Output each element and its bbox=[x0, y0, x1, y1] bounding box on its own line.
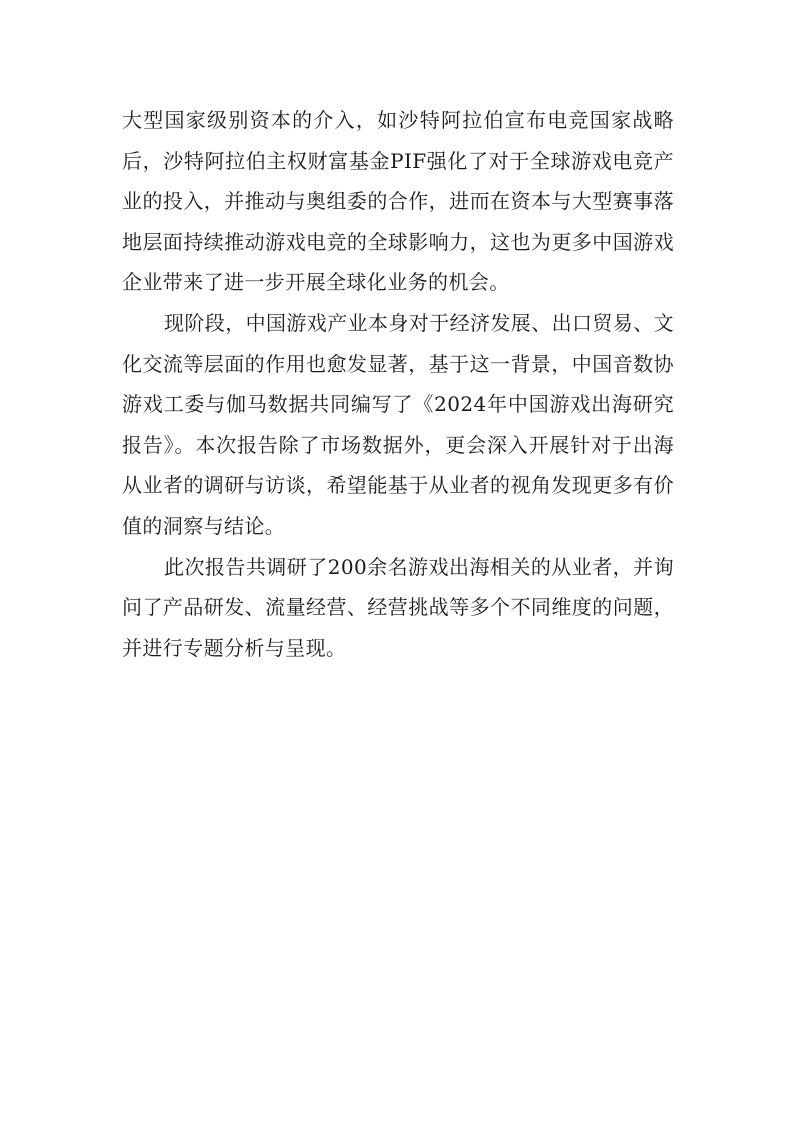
body-text bbox=[122, 100, 674, 668]
paragraph-2: 现阶段，中国游戏产业本身对于经济发展、出口贸易、文化交流等层面的作用也愈发显著，基于这一背景，中国音数协游戏工委与伽马数据共同编写了《2024年中国游戏出海研究报告》。本次报告除了市场数据外，更会深入开展针对于出海从业者的调研与访谈，希望能基于从业者的视角发现更多有价值的洞察与结论。 bbox=[122, 310, 674, 538]
paragraph-1: 大型国家级别资本的介入，如沙特阿拉伯宣布电竞国家战略后，沙特阿拉伯主权财富基金PIF强化了对于全球游戏电竞产业的投入，并推动与奥组委的合作，进而在资本与大型赛事落地层面持续推动游戏电竞的全球影响力，这也为更多中国游戏企业带来了进一步开展全球化业务的机会。 bbox=[122, 108, 674, 295]
paragraph-3: 此次报告共调研了200余名游戏出海相关的从业者，并询问了产品研发、流量经营、经营挑战等多个不同维度的问题，并进行专题分析与呈现。 bbox=[122, 554, 674, 660]
